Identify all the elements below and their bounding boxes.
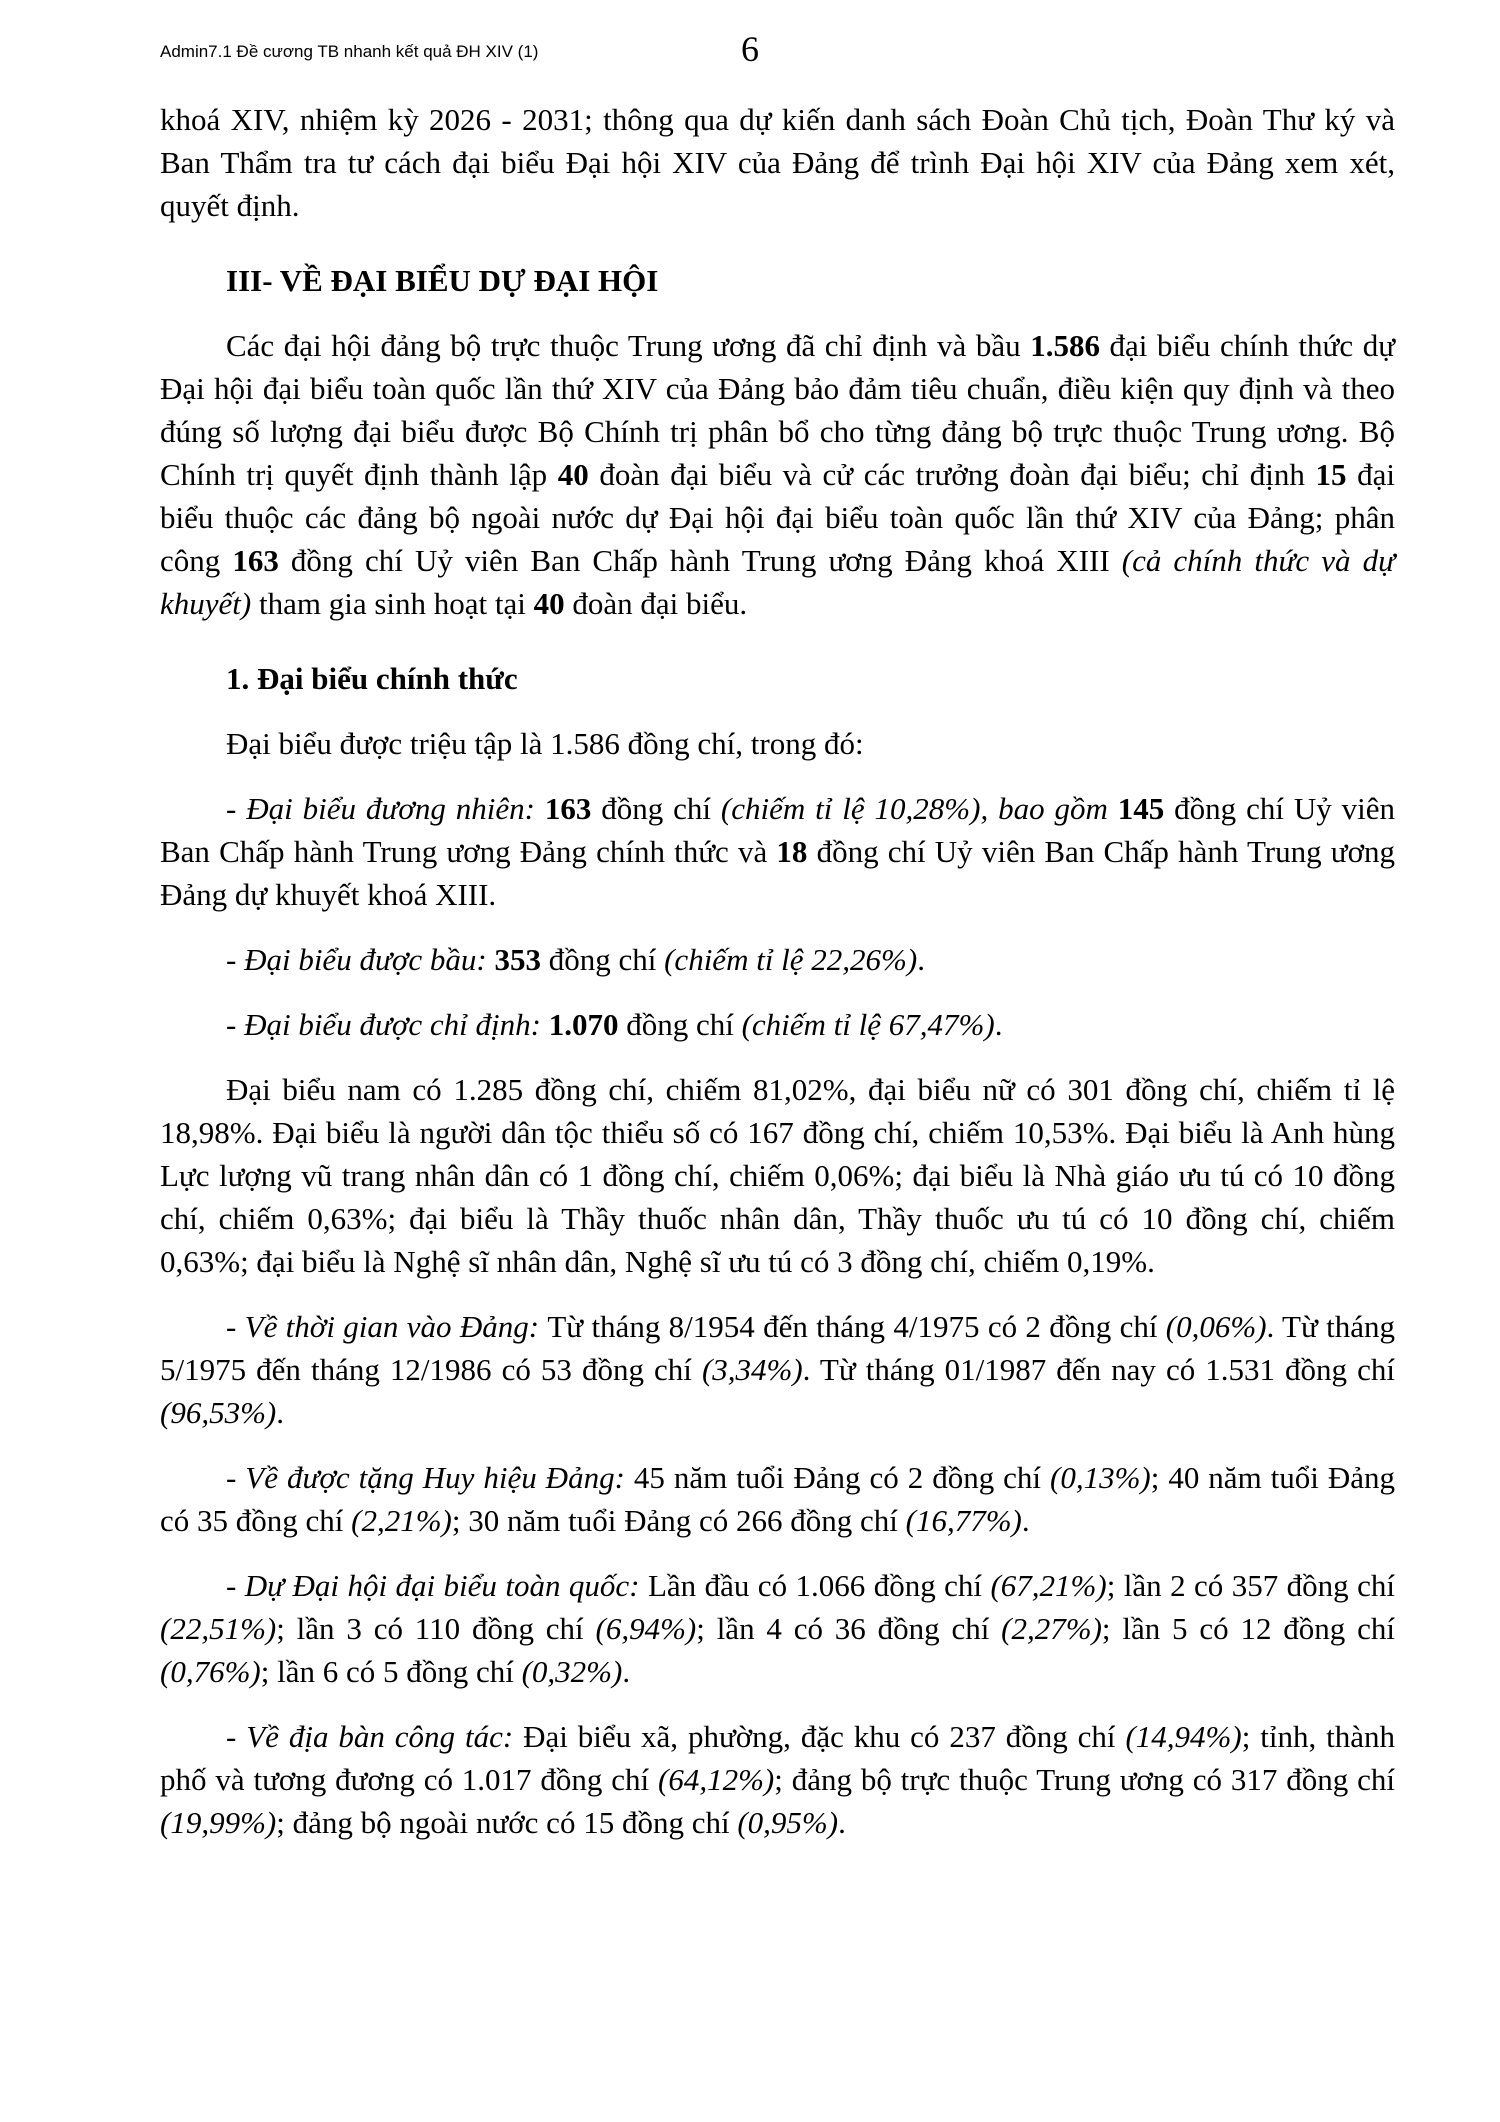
text-run: (22,51%) (160, 1611, 277, 1646)
text-run: ; lần 4 có 36 đồng chí (696, 1611, 1002, 1646)
text-run: đại biểu chính thức dự Đại hội đại biểu toàn quốc lần thứ XIV của Đảng bảo đảm tiêu chuẩn, điều kiện quy định và theo đúng số lượng đại biểu được Bộ Chính trị phân bổ cho từng đảng bộ trực thuộc Trung ương. Bộ Chính trị quyết định thành lập (160, 328, 1395, 492)
text-run: đồng chí Uỷ viên Ban Chấp hành Trung ương Đảng khoá XIII (278, 543, 1122, 578)
text-run: (chiếm tỉ lệ 10,28%), bao gồm (720, 791, 1118, 826)
text-run: III- VỀ ĐẠI BIỂU DỰ ĐẠI HỘI (226, 263, 659, 298)
text-run: (14,94%) (1125, 1719, 1242, 1754)
text-run: 18 (776, 834, 808, 869)
paragraph-huy-hieu-dang (160, 1456, 1395, 1542)
text-run: ; đảng bộ trực thuộc Trung ương có 317 đồng chí (774, 1762, 1395, 1797)
text-run: đồng chí Uỷ viên Ban Chấp hành Trung ương Đảng dự khuyết khoá XIII. (160, 834, 1395, 912)
text-run: (chiếm tỉ lệ 22,26%) (664, 942, 918, 977)
text-run: 1.070 (548, 1007, 619, 1042)
text-run: đồng chí (591, 791, 721, 826)
text-run: tham gia sinh hoạt tại (251, 586, 534, 621)
paragraph-convened-total (160, 722, 1395, 765)
text-run: đoàn đại biểu và cử các trưởng đoàn đại biểu; chỉ định (588, 457, 1316, 492)
paragraph-demographics (160, 1068, 1395, 1283)
text-run: . (917, 942, 925, 977)
text-run: . (1021, 1503, 1030, 1538)
paragraph-duoc-chi-dinh (160, 1003, 1395, 1046)
text-run: - Dự Đại hội đại biểu toàn quốc: (226, 1568, 648, 1603)
page-header (0, 0, 1500, 98)
text-run: Đại biểu được triệu tập là 1.586 đồng chí, trong đó: (226, 726, 864, 761)
text-run: ; 30 năm tuổi Đảng có 266 đồng chí (451, 1503, 906, 1538)
text-run: 1.586 (1030, 328, 1100, 363)
text-run: - Đại biểu được bầu: (226, 942, 495, 977)
document-body (0, 98, 1500, 1844)
page-number: 6 (741, 29, 759, 69)
text-run: . Từ tháng 5/1975 đến tháng 12/1986 có 53 đồng chí (160, 1309, 1395, 1387)
text-run: . (994, 1007, 1003, 1042)
text-run: (6,94%) (595, 1611, 697, 1646)
text-run: 163 (232, 543, 279, 578)
text-run: (3,34%) (701, 1352, 803, 1387)
text-run: Đại biểu xã, phường, đặc khu có 237 đồng chí (523, 1719, 1126, 1754)
text-run: . (838, 1805, 846, 1840)
text-run: 145 (1117, 791, 1165, 826)
text-run: 45 năm tuổi Đảng có 2 đồng chí (633, 1460, 1051, 1495)
text-run: (67,21%) (990, 1568, 1107, 1603)
text-run: - Đại biểu được chỉ định: (226, 1007, 549, 1042)
text-run: (chiếm tỉ lệ 67,47%) (741, 1007, 995, 1042)
text-run: 15 (1315, 457, 1347, 492)
text-run: (19,99%) (160, 1805, 277, 1840)
text-run: (cả chính thức và dự khuyết) (160, 543, 1395, 621)
paragraph-duong-nhien (160, 787, 1395, 916)
paragraph-thoi-gian-vao-dang (160, 1305, 1395, 1434)
text-run: (64,12%) (658, 1762, 775, 1797)
paragraph-delegate-totals (160, 324, 1395, 625)
paragraph-dia-ban-cong-tac (160, 1715, 1395, 1844)
header-note: Admin7.1 Đề cương TB nhanh kết quả ĐH XIV (1) (160, 42, 539, 61)
text-run: đại biểu thuộc các đảng bộ ngoài nước dự Đại hội đại biểu toàn quốc lần thứ XIV của Đảng; phân công (160, 457, 1395, 578)
text-run: (16,77%) (905, 1503, 1022, 1538)
text-run: - Đại biểu đương nhiên: (226, 791, 545, 826)
text-run: ; 40 năm tuổi Đảng có 35 đồng chí (160, 1460, 1395, 1538)
paragraph-duoc-bau (160, 938, 1395, 981)
subsection-heading-1 (160, 657, 1395, 700)
text-run: 40 (557, 457, 589, 492)
text-run: Lần đầu có 1.066 đồng chí (647, 1568, 991, 1603)
paragraph-continuation (160, 98, 1395, 227)
text-run: khoá XIV, nhiệm kỳ 2026 - 2031; thông qua dự kiến danh sách Đoàn Chủ tịch, Đoàn Thư ký và Ban Thẩm tra tư cách đại biểu Đại hội XIV của Đảng để trình Đại hội XIV của Đảng xem xét, quyết định. (160, 102, 1395, 223)
text-run: ; đảng bộ ngoài nước có 15 đồng chí (276, 1805, 738, 1840)
text-run: đồng chí (540, 942, 665, 977)
text-run: 40 (533, 586, 565, 621)
text-run: Đại biểu nam có 1.285 đồng chí, chiếm 81,02%, đại biểu nữ có 301 đồng chí, chiếm tỉ lệ 18,98%. Đại biểu là người dân tộc thiểu số có 167 đồng chí, chiếm 10,53%. Đại biểu là Anh hùng Lực lượng vũ trang nhân dân có 1 đồng chí, chiếm 0,06%; đại biểu là Nhà giáo ưu tú có 10 đồng chí, chiếm 0,63%; đại biểu là Thầy thuốc nhân dân, Thầy thuốc ưu tú có 10 đồng chí, chiếm 0,63%; đại biểu là Nghệ sĩ nhân dân, Nghệ sĩ ưu tú có 3 đồng chí, chiếm 0,19%. (160, 1072, 1395, 1279)
text-run: ; lần 3 có 110 đồng chí (276, 1611, 596, 1646)
text-run: 353 (494, 942, 541, 977)
text-run: đồng chí (618, 1007, 742, 1042)
text-run: (0,76%) (160, 1654, 261, 1689)
text-run: (0,95%) (737, 1805, 839, 1840)
section-heading-iii (160, 259, 1395, 302)
text-run: Từ tháng 8/1954 đến tháng 4/1975 có 2 đồng chí (547, 1309, 1166, 1344)
text-run: Các đại hội đảng bộ trực thuộc Trung ương đã chỉ định và bầu (226, 328, 1031, 363)
text-run: (96,53%) (160, 1395, 277, 1430)
text-run: 163 (544, 791, 592, 826)
text-run: (2,27%) (1001, 1611, 1102, 1646)
paragraph-du-dai-hoi (160, 1564, 1395, 1693)
text-run: 1. Đại biểu chính thức (226, 661, 518, 696)
text-run: đồng chí Uỷ viên Ban Chấp hành Trung ương Đảng chính thức và (160, 791, 1396, 869)
text-run: . (622, 1654, 631, 1689)
text-run: đoàn đại biểu. (564, 586, 748, 621)
text-run: ; tỉnh, thành phố và tương đương có 1.017 đồng chí (160, 1719, 1395, 1797)
text-run: . (276, 1395, 284, 1430)
text-run: (0,06%) (1165, 1309, 1267, 1344)
text-run: (0,32%) (521, 1654, 623, 1689)
text-run: (2,21%) (351, 1503, 452, 1538)
text-run: ; lần 2 có 357 đồng chí (1106, 1568, 1395, 1603)
text-run: ; lần 6 có 5 đồng chí (260, 1654, 522, 1689)
text-run: (0,13%) (1050, 1460, 1151, 1495)
text-run: - Về địa bàn công tác: (226, 1719, 524, 1754)
text-run: ; lần 5 có 12 đồng chí (1101, 1611, 1395, 1646)
text-run: - Về thời gian vào Đảng: (226, 1309, 548, 1344)
text-run: - Về được tặng Huy hiệu Đảng: (226, 1460, 634, 1495)
text-run: . Từ tháng 01/1987 đến nay có 1.531 đồng chí (802, 1352, 1395, 1387)
